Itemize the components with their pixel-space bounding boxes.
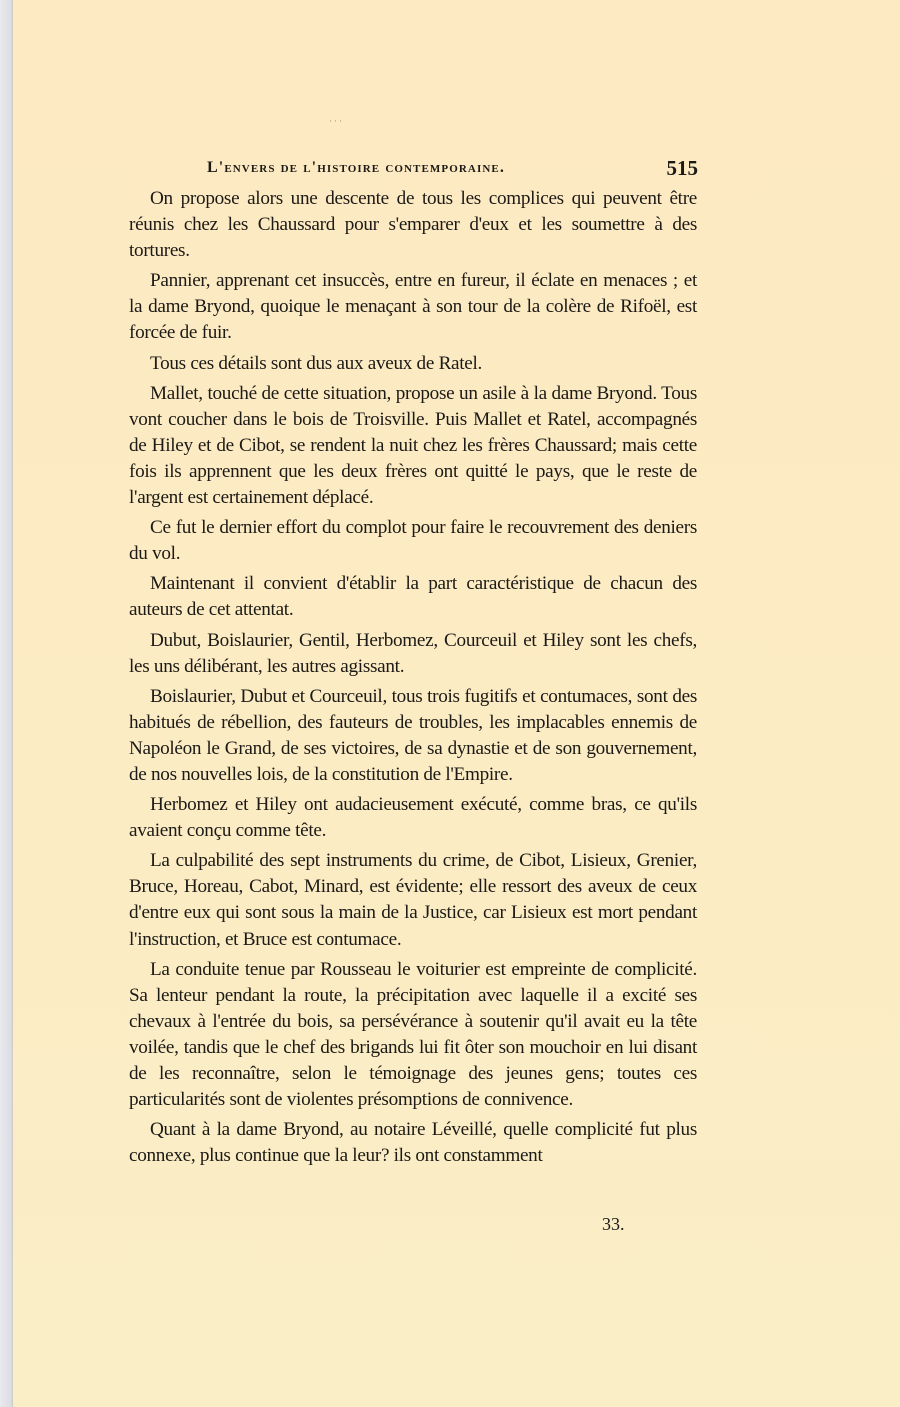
paragraph: Pannier, apprenant cet insuccès, entre en fureur, il éclate en menaces ; et la dame Bryond, quoique le menaçant à son tour de la colère de Rifoël, est forcée de fuir. <box>129 270 697 344</box>
paragraph: On propose alors une descente de tous les complices qui peuvent être réunis chez les Chaussard pour s'emparer d'eux et les soumettre à des tortures. <box>129 188 697 262</box>
paragraph: Boislaurier, Dubut et Courceuil, tous trois fugitifs et contumaces, sont des habitués de rébellion, des fauteurs de troubles, les implacables ennemis de Napoléon le Grand, de ses victoires, de sa dynastie et de son gouvernement, de nos nouvelles lois, de la constitution de l'Empire. <box>129 685 697 785</box>
paragraph: Quant à la dame Bryond, au notaire Léveillé, quelle complicité fut plus connexe, plus continue que la leur? ils ont constamment <box>129 1119 697 1167</box>
paragraph: La culpabilité des sept instruments du crime, de Cibot, Lisieux, Grenier, Bruce, Horeau, Cabot, Minard, est évidente; elle ressort des aveux de ceux d'entre eux qui sont sous la main de la Justice, car Lisieux est mort pendant l'instruction, et Bruce est contumace. <box>129 850 697 950</box>
paragraph: Maintenant il convient d'établir la part caractéristique de chacun des auteurs de cet attentat. <box>129 573 697 621</box>
running-head <box>135 157 700 183</box>
paragraph: Mallet, touché de cette situation, propose un asile à la dame Bryond. Tous vont coucher dans le bois de Troisville. Puis Mallet et Ratel, accompagnés de Hiley et de Cibot, se rendent la nuit chez les frères Chaussard; mais cette fois ils apprennent que les deux frères ont quitté le pays, que le reste de l'argent est certainement déplacé. <box>129 382 697 509</box>
paragraph: Ce fut le dernier effort du complot pour faire le recouvrement des deniers du vol. <box>129 517 697 565</box>
paragraph: Herbomez et Hiley ont audacieusement exécuté, comme bras, ce qu'ils avaient conçu comme tête. <box>129 794 697 842</box>
body-text <box>129 186 697 1173</box>
paragraph: Tous ces détails sont dus aux aveux de Ratel. <box>150 352 483 374</box>
page-number: 515 <box>666 156 698 180</box>
signature-mark: 33. <box>602 1214 625 1234</box>
print-specks: ··· <box>329 116 344 126</box>
paragraph: La conduite tenue par Rousseau le voiturier est empreinte de complicité. Sa lenteur pendant la route, la précipitation avec laquelle il a excité ses chevaux à l'entrée du bois, sa persévérance à soutenir qu'il avait eu la tête voilée, tandis que le chef des brigands lui fit ôter son mouchoir en lui disant de les reconnaître, selon le témoignage des jeunes gens; toutes ces particularités sont de violentes présomptions de connivence. <box>129 958 697 1111</box>
paragraph: Dubut, Boislaurier, Gentil, Herbomez, Courceuil et Hiley sont les chefs, les uns délibérant, les autres agissant. <box>129 629 697 677</box>
scan-edge <box>0 0 13 1407</box>
running-title: L'envers de l'histoire contemporaine. <box>207 159 505 176</box>
